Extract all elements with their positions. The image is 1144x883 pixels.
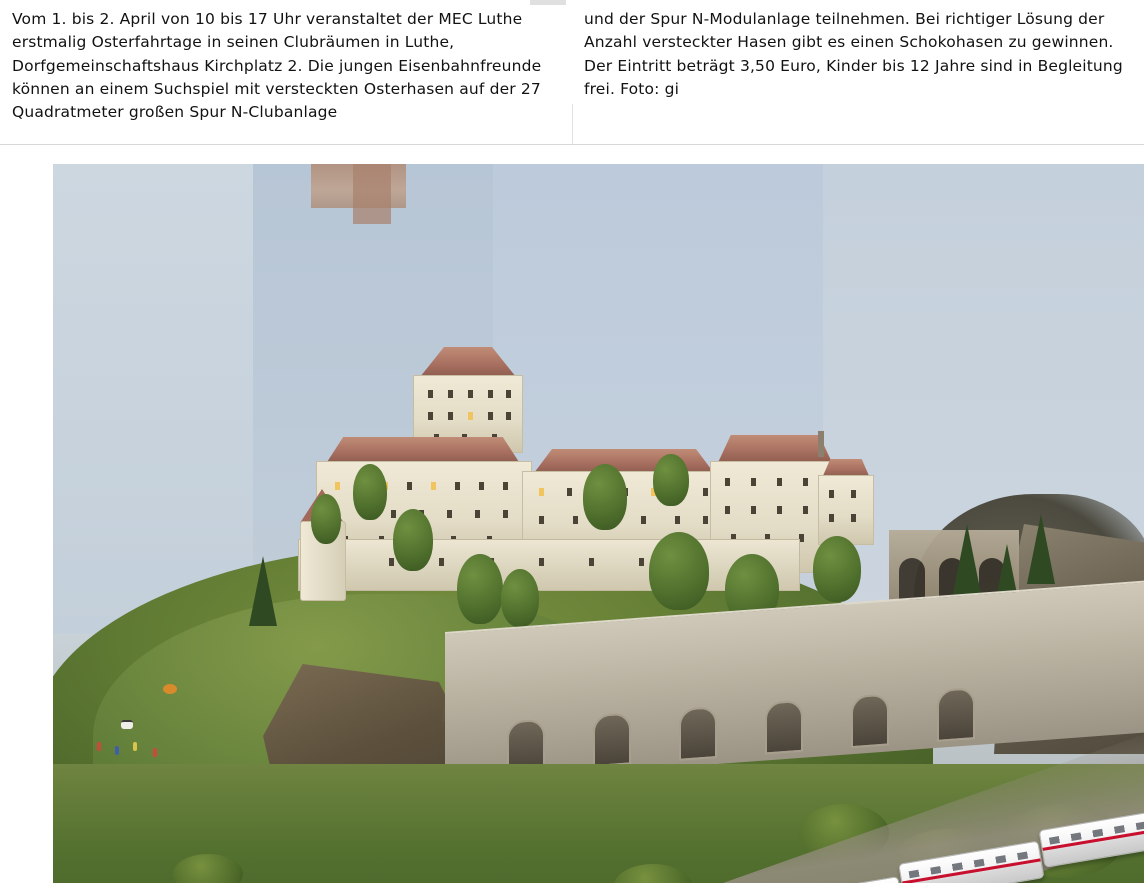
wall-arch [679,706,717,761]
window [448,390,453,398]
window [407,482,412,490]
window [589,558,594,566]
person-figure [115,746,119,755]
window [777,478,782,486]
wall-arch [851,693,889,748]
window [391,510,396,518]
window [803,506,808,514]
window [641,516,646,524]
wing-roof [318,437,528,463]
campfire [163,684,177,694]
tree [457,554,503,624]
train-carriage [898,841,1044,883]
person-figure [97,742,101,751]
model-railway-photo [53,164,1144,883]
person-figure [133,742,137,751]
tree [501,569,539,627]
conifer-tree [249,556,277,626]
window [503,482,508,490]
window [389,558,394,566]
person-figure [153,748,157,757]
window [567,488,572,496]
window [428,390,433,398]
chimney [818,431,824,457]
window [725,478,730,486]
window [639,558,644,566]
window [431,482,436,490]
conifer-tree [1027,514,1055,584]
window [428,412,433,420]
train-carriage [758,876,904,883]
train-carriage [1039,807,1144,868]
window [475,510,480,518]
window [539,558,544,566]
model-castle [258,339,868,599]
wing-roof [524,449,724,473]
tree [393,509,433,571]
conifer-tree [953,524,981,594]
tree [353,464,387,520]
tree [311,494,341,544]
caption-column-right: und der Spur N-Modulanlage teilnehmen. Bei richtiger Lösung der Anzahl versteckter Hasen gibt es einen Schokohasen zu gewinnen. Der Eintritt beträgt 3,50 Euro, Kinder bis 12 Jahre sind in Begleitung frei. Foto: gi [584,10,1123,98]
window [488,390,493,398]
viaduct-arch [899,558,925,600]
wall-arch [593,712,631,767]
window [803,478,808,486]
tree [653,454,689,506]
scan-artifact [530,0,566,5]
window [829,490,834,498]
window [506,390,511,398]
window [851,514,856,522]
window [829,514,834,522]
tree [583,464,627,530]
window [539,488,544,496]
window [479,482,484,490]
backdrop-panel [53,164,254,634]
window [455,482,460,490]
window [573,516,578,524]
window [675,516,680,524]
caption-column-left: Vom 1. bis 2. April von 10 bis 17 Uhr veranstaltet der MEC Luthe erstmalig Osterfahrtage in seinen Clubräumen in Luthe, Dorfgemeinschaftshaus Kirchplatz 2. Die jungen Eisenbahnfreunde können an einem Suchspiel mit versteckten Osterhasen auf der 27 Quadratmeter großen Spur N-Clubanlage [12,10,542,121]
window [725,506,730,514]
window [506,412,511,420]
window [488,412,493,420]
tree [813,536,861,602]
window [777,506,782,514]
window [439,558,444,566]
window [539,516,544,524]
background-building [353,164,391,224]
column-divider [572,104,573,144]
window [468,390,473,398]
window [468,412,473,420]
cow-figure [121,720,133,729]
tree [649,532,709,610]
window [851,490,856,498]
photo-caption-block [0,0,1144,145]
keep-roof [408,347,528,377]
castle-outbuilding [818,475,874,545]
window [447,510,452,518]
window [703,516,708,524]
wall-arch [765,700,803,755]
window [503,510,508,518]
wall-arch [937,687,975,742]
window [448,412,453,420]
photo-container [0,146,1144,883]
window [703,488,708,496]
window [751,478,756,486]
window [751,506,756,514]
